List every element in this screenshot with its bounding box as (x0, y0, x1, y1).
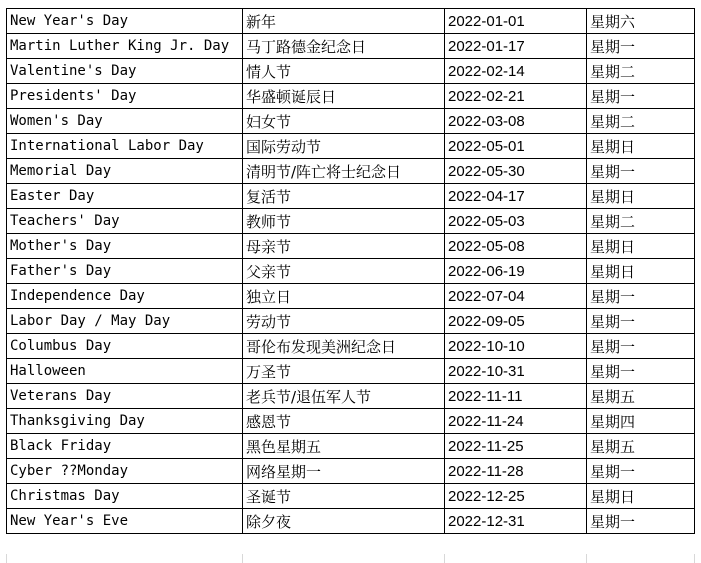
holiday-name-zh-cell[interactable]: 父亲节 (243, 259, 445, 284)
holiday-name-zh-cell[interactable]: 劳动节 (243, 309, 445, 334)
holiday-weekday-cell[interactable]: 星期日 (587, 259, 695, 284)
holiday-weekday-cell[interactable]: 星期一 (587, 34, 695, 59)
holiday-weekday-cell[interactable]: 星期五 (587, 434, 695, 459)
table-row (7, 334, 695, 359)
table-row (7, 384, 695, 409)
holiday-date-cell[interactable]: 2022-02-14 (445, 59, 587, 84)
holiday-weekday-cell[interactable]: 星期日 (587, 184, 695, 209)
holiday-weekday-cell[interactable]: 星期一 (587, 309, 695, 334)
holiday-name-en-cell[interactable]: Christmas Day (7, 484, 243, 509)
holiday-name-zh-cell[interactable]: 母亲节 (243, 234, 445, 259)
holiday-name-zh-cell[interactable]: 黑色星期五 (243, 434, 445, 459)
holiday-date-cell[interactable]: 2022-05-03 (445, 209, 587, 234)
table-row (7, 409, 695, 434)
holiday-weekday-cell[interactable]: 星期日 (587, 134, 695, 159)
holiday-name-zh-cell[interactable]: 复活节 (243, 184, 445, 209)
table-row (7, 234, 695, 259)
holiday-name-zh-cell[interactable]: 华盛顿诞辰日 (243, 84, 445, 109)
holiday-name-en-cell[interactable]: New Year's Day (7, 9, 243, 34)
holiday-name-en-cell[interactable]: Martin Luther King Jr. Day (7, 34, 243, 59)
holiday-weekday-cell[interactable]: 星期四 (587, 409, 695, 434)
holiday-weekday-cell[interactable]: 星期一 (587, 284, 695, 309)
table-row (7, 84, 695, 109)
holiday-name-en-cell[interactable]: Father's Day (7, 259, 243, 284)
holiday-weekday-cell[interactable]: 星期二 (587, 109, 695, 134)
table-row (7, 184, 695, 209)
holiday-date-cell[interactable]: 2022-11-25 (445, 434, 587, 459)
holiday-name-zh-cell[interactable]: 妇女节 (243, 109, 445, 134)
holiday-weekday-cell[interactable]: 星期五 (587, 384, 695, 409)
holiday-name-en-cell[interactable]: Columbus Day (7, 334, 243, 359)
holiday-name-en-cell[interactable]: Thanksgiving Day (7, 409, 243, 434)
holiday-name-en-cell[interactable]: Labor Day / May Day (7, 309, 243, 334)
holiday-name-zh-cell[interactable]: 老兵节/退伍军人节 (243, 384, 445, 409)
holiday-name-en-cell[interactable]: Mother's Day (7, 234, 243, 259)
holiday-weekday-cell[interactable]: 星期日 (587, 234, 695, 259)
holiday-weekday-cell[interactable]: 星期二 (587, 59, 695, 84)
holiday-name-en-cell[interactable]: Easter Day (7, 184, 243, 209)
holiday-name-zh-cell[interactable]: 教师节 (243, 209, 445, 234)
holiday-name-en-cell[interactable]: Memorial Day (7, 159, 243, 184)
holiday-name-en-cell[interactable]: International Labor Day (7, 134, 243, 159)
holiday-name-zh-cell[interactable]: 情人节 (243, 59, 445, 84)
holiday-date-cell[interactable]: 2022-11-28 (445, 459, 587, 484)
holiday-name-zh-cell[interactable]: 国际劳动节 (243, 134, 445, 159)
table-row (7, 59, 695, 84)
holiday-weekday-cell[interactable]: 星期一 (587, 334, 695, 359)
table-row (7, 159, 695, 184)
holiday-date-cell[interactable]: 2022-06-19 (445, 259, 587, 284)
holiday-date-cell[interactable]: 2022-03-08 (445, 109, 587, 134)
holiday-name-zh-cell[interactable]: 独立日 (243, 284, 445, 309)
table-row (7, 259, 695, 284)
holiday-date-cell[interactable]: 2022-10-10 (445, 334, 587, 359)
holiday-date-cell[interactable]: 2022-05-08 (445, 234, 587, 259)
holiday-weekday-cell[interactable]: 星期六 (587, 9, 695, 34)
holiday-name-zh-cell[interactable]: 感恩节 (243, 409, 445, 434)
holiday-date-cell[interactable]: 2022-11-11 (445, 384, 587, 409)
holiday-weekday-cell[interactable]: 星期二 (587, 209, 695, 234)
holiday-name-en-cell[interactable]: Halloween (7, 359, 243, 384)
table-row (7, 484, 695, 509)
holiday-weekday-cell[interactable]: 星期一 (587, 459, 695, 484)
holiday-name-en-cell[interactable]: Presidents' Day (7, 84, 243, 109)
holiday-name-en-cell[interactable]: New Year's Eve (7, 509, 243, 534)
holiday-name-en-cell[interactable]: Valentine's Day (7, 59, 243, 84)
holiday-name-zh-cell[interactable]: 除夕夜 (243, 509, 445, 534)
table-row (7, 209, 695, 234)
holiday-weekday-cell[interactable]: 星期一 (587, 509, 695, 534)
table-row (7, 284, 695, 309)
holiday-name-en-cell[interactable]: Teachers' Day (7, 209, 243, 234)
holiday-sheet (6, 8, 694, 534)
holiday-date-cell[interactable]: 2022-12-31 (445, 509, 587, 534)
holiday-name-en-cell[interactable]: Black Friday (7, 434, 243, 459)
holiday-date-cell[interactable]: 2022-10-31 (445, 359, 587, 384)
table-row (7, 434, 695, 459)
holiday-name-zh-cell[interactable]: 马丁路德金纪念日 (243, 34, 445, 59)
holiday-date-cell[interactable]: 2022-01-01 (445, 9, 587, 34)
holiday-table-body (7, 9, 695, 534)
holiday-name-zh-cell[interactable]: 万圣节 (243, 359, 445, 384)
empty-row-gridline (6, 554, 694, 563)
table-row (7, 459, 695, 484)
table-row (7, 359, 695, 384)
holiday-date-cell[interactable]: 2022-09-05 (445, 309, 587, 334)
holiday-date-cell[interactable]: 2022-05-01 (445, 134, 587, 159)
holiday-name-zh-cell[interactable]: 哥伦布发现美洲纪念日 (243, 334, 445, 359)
holiday-name-en-cell[interactable]: Independence Day (7, 284, 243, 309)
holiday-date-cell[interactable]: 2022-11-24 (445, 409, 587, 434)
holiday-name-zh-cell[interactable]: 清明节/阵亡将士纪念日 (243, 159, 445, 184)
holiday-weekday-cell[interactable]: 星期一 (587, 359, 695, 384)
holiday-name-zh-cell[interactable]: 圣诞节 (243, 484, 445, 509)
holiday-date-cell[interactable]: 2022-07-04 (445, 284, 587, 309)
holiday-date-cell[interactable]: 2022-05-30 (445, 159, 587, 184)
holiday-date-cell[interactable]: 2022-02-21 (445, 84, 587, 109)
holiday-name-en-cell[interactable]: Cyber ??Monday (7, 459, 243, 484)
holiday-weekday-cell[interactable]: 星期一 (587, 84, 695, 109)
holiday-date-cell[interactable]: 2022-12-25 (445, 484, 587, 509)
holiday-name-zh-cell[interactable]: 新年 (243, 9, 445, 34)
holiday-date-cell[interactable]: 2022-04-17 (445, 184, 587, 209)
holiday-date-cell[interactable]: 2022-01-17 (445, 34, 587, 59)
holiday-weekday-cell[interactable]: 星期日 (587, 484, 695, 509)
holiday-name-en-cell[interactable]: Veterans Day (7, 384, 243, 409)
holiday-name-zh-cell[interactable]: 网络星期一 (243, 459, 445, 484)
table-row (7, 9, 695, 34)
table-row (7, 309, 695, 334)
table-row (7, 509, 695, 534)
table-row (7, 34, 695, 59)
holiday-weekday-cell[interactable]: 星期一 (587, 159, 695, 184)
table-row (7, 109, 695, 134)
holiday-name-en-cell[interactable]: Women's Day (7, 109, 243, 134)
table-row (7, 134, 695, 159)
holiday-table (6, 8, 695, 534)
